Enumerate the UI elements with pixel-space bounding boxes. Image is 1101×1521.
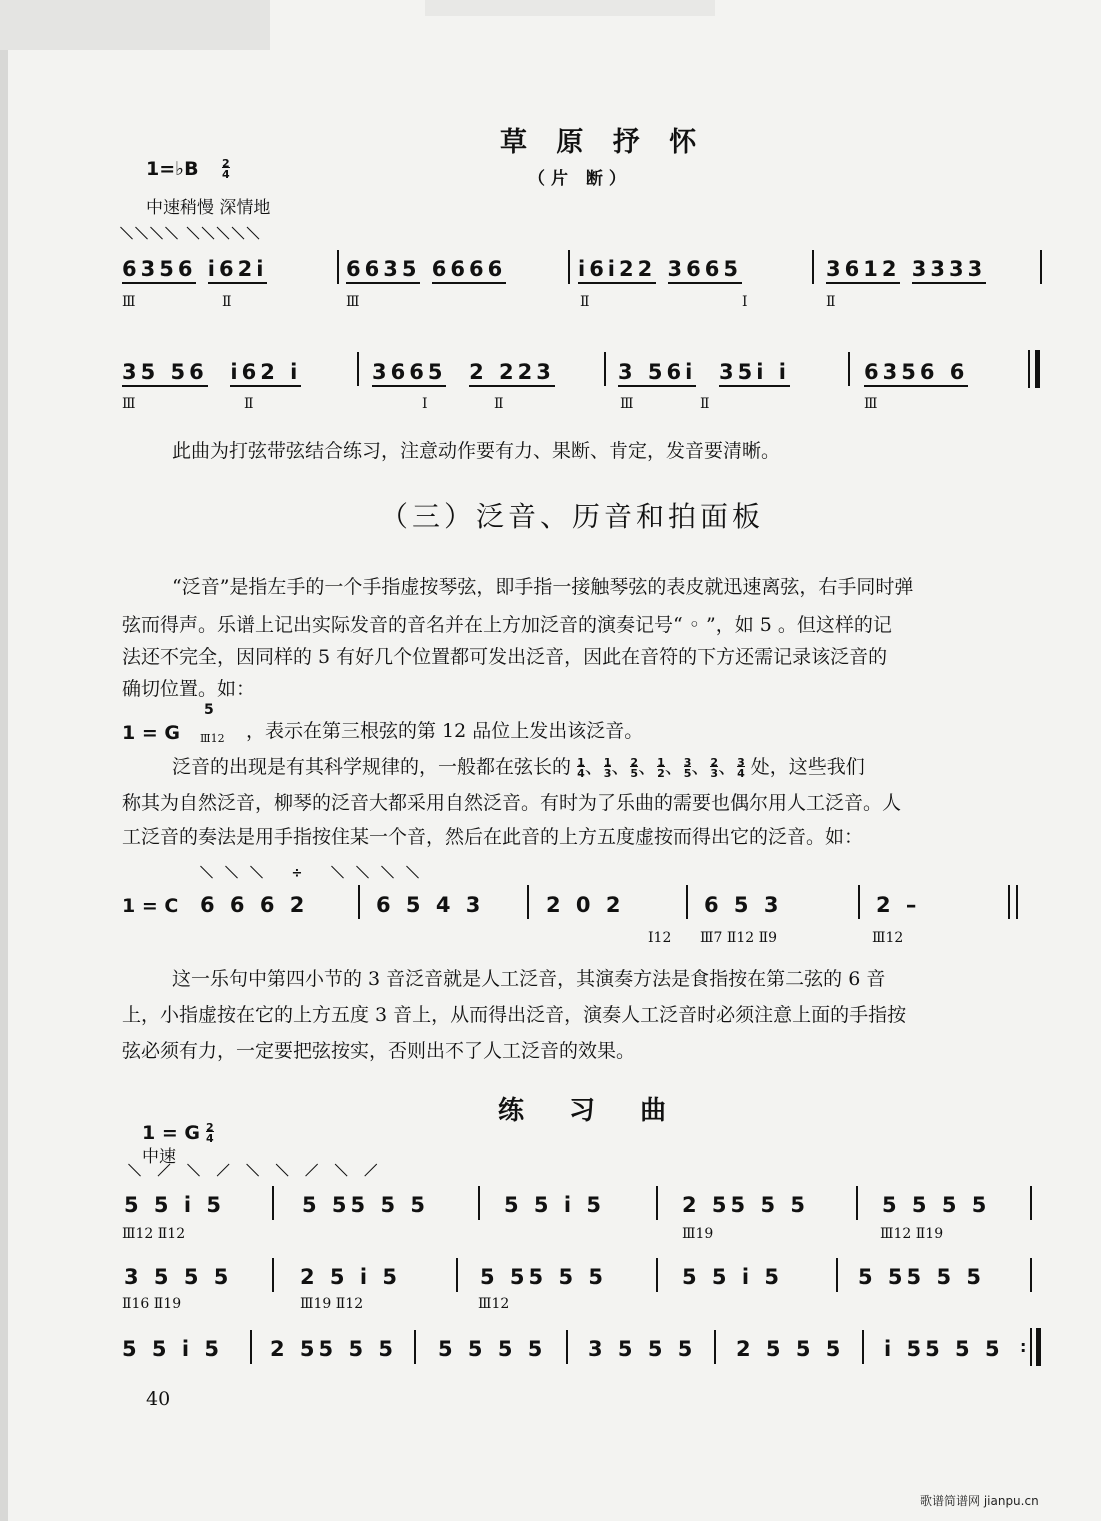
barline [527,885,529,919]
watermark: 歌谱简谱网 jianpu.cn [920,1494,1039,1508]
position-label: Ⅲ12 Ⅱ12 [122,1226,186,1242]
song1-r2-m4: 6356 6 [864,360,968,384]
string-label: Ⅲ [122,396,136,412]
example2-m2: 6 5 4 3 [376,893,485,917]
position-label: Ⅲ12 [872,930,904,946]
bowing-marks: ＼ ／ ＼ ／ ＼ ＼ ／ ＼ ／ [128,1164,384,1179]
example1-key: 1 = G [122,722,180,744]
string-label: Ⅱ [494,396,504,412]
song1-r1-m2: 6635 6666 [346,257,506,281]
paragraph-2a: 泛音的出现是有其科学规律的，一般都在弦长的 1 4、1 3、2 5、1 2、3 5、2 3、3 4 处，这些我们 [172,756,865,780]
string-label: Ⅱ [826,294,836,310]
scan-edge [0,0,8,1521]
song2-r3-m5: 2 5 5 5 [736,1337,845,1361]
song1-subtitle: （片 断） [528,169,632,189]
scan-corner-shadow [0,0,270,50]
barline [272,1258,274,1292]
song2-r3-m4: 3 5 5 5 [588,1337,697,1361]
bowing-marks: ＼＼＼ ÷ ＼＼＼＼ [200,866,431,881]
barline [478,1186,480,1220]
position-label: Ⅱ16 Ⅱ19 [122,1296,182,1312]
barline [686,885,688,919]
paragraph-1c: 法还不完全，因同样的 5 有好几个位置都可发出泛音，因此在音符的下方还需记录该泛音的 [122,646,888,668]
barline [272,1186,274,1220]
string-label: Ⅲ [122,294,136,310]
song1-r1-m1: 6356 i62i [122,257,267,281]
example1-text: ，表示在第三根弦的第 12 品位上发出该泛音。 [246,720,644,742]
paragraph-2b: 称其为自然泛音，柳琴的泛音大都采用自然泛音。有时为了乐曲的需要也偶尔用人工泛音。人 [122,792,902,814]
barline-final-thick [1035,350,1040,388]
song1-time: $\frac{2}{4}$ [222,157,230,181]
paragraph-1: “泛音”是指左手的一个手指虚按琴弦，即手指一接触琴弦的表皮就迅速离弦，右手同时弹 [172,576,914,598]
example2-m4: 6 5 3 [704,893,783,917]
barline [836,1258,838,1292]
song2-r3-m2: 2 55 5 5 [270,1337,397,1361]
example2-m1: 6 6 6 2 [200,893,309,917]
example2-key: 1 = C [122,895,179,917]
position-label: Ⅲ7 Ⅱ12 Ⅱ9 [700,930,778,946]
example2-m5: 2 – [876,893,921,917]
example1-note: 5 [204,702,218,718]
song2-r1-m4: 2 55 5 5 [682,1193,809,1217]
barline [357,352,359,386]
song1-note: 此曲为打弦带弦结合练习，注意动作要有力、果断、肯定，发音要清晰。 [172,440,781,462]
string-label: Ⅱ [222,294,232,310]
barline [604,352,606,386]
string-label: Ⅲ [864,396,878,412]
song1-r2-m1: 35 56 i62 i [122,360,301,384]
song1-r2-m2: 3665 2 223 [372,360,555,384]
barline [848,352,850,386]
song2-r1-m5: 5 5 5 5 [882,1193,991,1217]
position-label: Ⅲ19 [682,1226,714,1242]
paragraph-1b: 弦而得声。乐谱上记出实际发音的音名并在上方加泛音的演奏记号“ ◦ ”，如 5 。但这样的记 [122,614,892,636]
barline [414,1330,416,1364]
paragraph-3a: 这一乐句中第四小节的 3 音泛音就是人工泛音，其演奏方法是食指按在第二弦的 6 音 [172,968,886,990]
paragraph-2c: 工泛音的奏法是用手指按住某一个音，然后在此音的上方五度虚按而得出它的泛音。如： [122,826,864,848]
string-label: Ⅲ [620,396,634,412]
song1-tempo: 中速稍慢 深情地 [146,198,271,218]
song2-r3-m3: 5 5 5 5 [438,1337,547,1361]
paragraph-3b: 上，小指虚按在它的上方五度 3 音上，从而得出泛音，演奏人工泛音时必须注意上面的手指按 [122,1004,907,1026]
song2-r3-m6: i 55 5 5 [884,1337,1004,1361]
barline [1030,1186,1032,1220]
song2-r2-m5: 5 55 5 5 [858,1265,985,1289]
scan-top-shadow [425,0,715,16]
barline [456,1258,458,1292]
position-label: Ⅲ12 [478,1296,510,1312]
barline [250,1330,252,1364]
page-number: 40 [146,1388,171,1410]
song2-title: 练 习 曲 [498,1096,685,1126]
song2-key: 1 = G [142,1122,200,1144]
string-label: Ⅱ [244,396,254,412]
barline [1030,1258,1032,1292]
barline [656,1186,658,1220]
song1-title: 草 原 抒 怀 [500,127,707,158]
barline-final [1030,1328,1032,1366]
song1-r1-m4: 3612 3333 [826,257,986,281]
barline [856,1186,858,1220]
section-heading: （三）泛音、历音和拍面板 [380,500,765,533]
example1-position: Ⅲ12 [200,732,225,745]
barline-final [1016,885,1018,919]
song2-r1-m3: 5 5 i 5 [504,1193,605,1217]
string-label: Ⅰ [422,396,428,412]
barline [862,1330,864,1364]
song2-r3-m1: 5 5 i 5 [122,1337,223,1361]
song1-r1-m3: i6i22 3665 [578,257,742,281]
song2-r1-m1: 5 5 i 5 [124,1193,225,1217]
barline [656,1258,658,1292]
song2-r2-m4: 5 5 i 5 [682,1265,783,1289]
song2-r2-m1: 3 5 5 5 [124,1265,233,1289]
song2-time: $\frac{2}{4}$ [206,1121,214,1145]
barline [568,250,570,284]
string-label: Ⅲ [346,294,360,310]
string-label: Ⅰ [742,294,748,310]
song1-key: 1=♭B [146,158,199,180]
position-label: Ⅲ19 Ⅱ12 [300,1296,364,1312]
paragraph-3c: 弦必须有力，一定要把弦按实，否则出不了人工泛音的效果。 [122,1040,636,1062]
paragraph-1d: 确切位置。如： [122,678,256,700]
song2-r2-m3: 5 55 5 5 [480,1265,607,1289]
barline [566,1330,568,1364]
barline-final [1028,350,1030,388]
barline [858,885,860,919]
song2-r2-m2: 2 5 i 5 [300,1265,401,1289]
barline [714,1330,716,1364]
song2-r1-m2: 5 55 5 5 [302,1193,429,1217]
repeat-dots: : [1020,1337,1031,1356]
position-label: Ⅲ12 Ⅱ19 [880,1226,944,1242]
bowing-marks: ＼＼＼＼ ＼＼＼＼＼ [120,227,262,242]
song1-r2-m3: 3 56i 35i i [618,360,790,384]
barline-final-thick [1036,1328,1041,1366]
barline [337,250,339,284]
song2-tempo: 中速 [142,1147,176,1167]
barline [1040,250,1042,284]
barline-final [1008,885,1010,919]
barline [358,885,360,919]
barline [812,250,814,284]
string-label: Ⅱ [580,294,590,310]
string-label: Ⅱ [700,396,710,412]
position-label: Ⅰ12 [648,930,672,946]
example2-m3: 2 0 2 [546,893,625,917]
